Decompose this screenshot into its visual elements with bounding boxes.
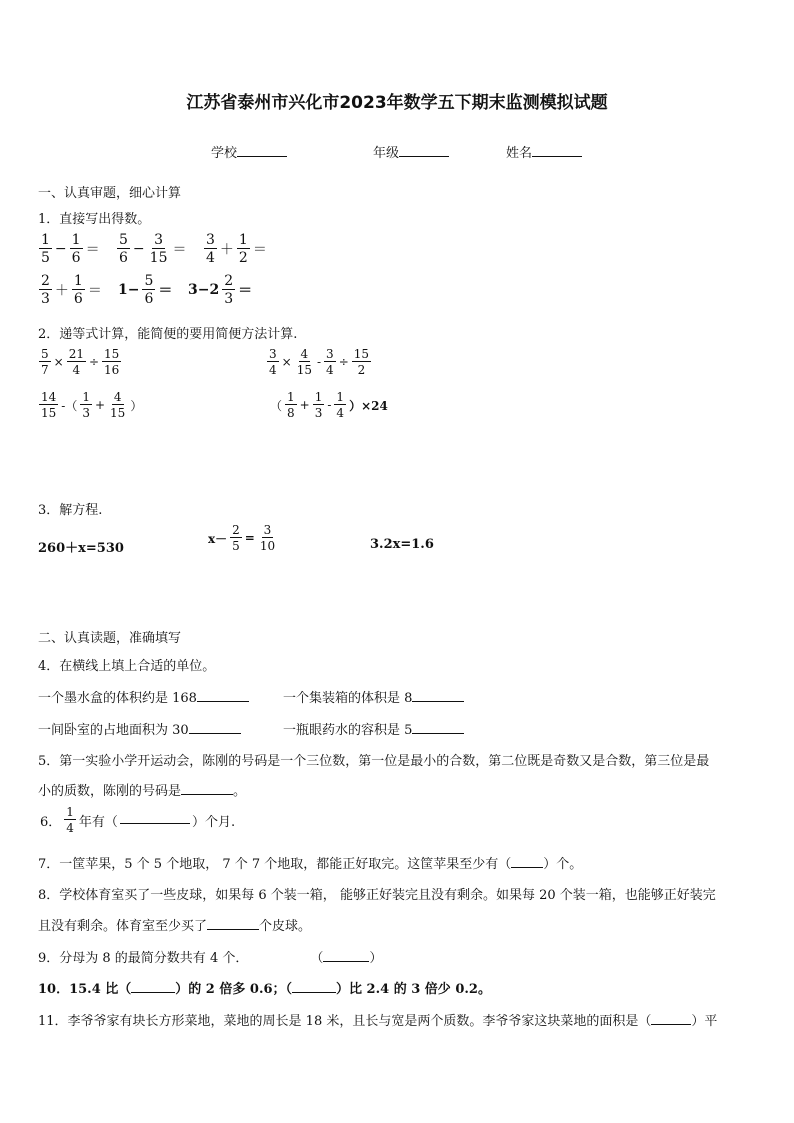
question-7: 7．一筐苹果，5 个 5 个地取， 7 个 7 个地取，都能正好取完。这筐苹果至少有（ ）个。 bbox=[38, 857, 583, 872]
q4-item-a: 一个墨水盒的体积约是 168 bbox=[38, 687, 249, 706]
question-8-line-2: 且没有剩余。体育室至少买了 个皮球。 bbox=[38, 919, 312, 934]
question-5-line-2: 小的质数，陈刚的号码是 。 bbox=[38, 784, 247, 799]
q3-equation-1: 260＋x=530 bbox=[38, 541, 124, 556]
school-label: 学校 bbox=[211, 146, 238, 161]
question-6: 6． $\frac{1}{4}$ 年有（ ）个月. bbox=[40, 805, 236, 835]
q2-expr-4: （ $\frac{1}{8}$ + $\frac{1}{3}$ - $\frac{1}{4}$ ）×24 bbox=[270, 390, 388, 420]
q1-expr-3: $\frac{3}{4}$ ＋ $\frac{1}{2}$ ＝ bbox=[206, 232, 267, 266]
question-2-stem: 2．递等式计算，能简便的要用简便方法计算. bbox=[38, 327, 298, 342]
grade-blank[interactable] bbox=[399, 156, 449, 157]
q2-expr-1: $\frac{5}{7}$ × $\frac{21}{4}$ ÷ $\frac{15}{16}$ bbox=[41, 347, 120, 377]
q4-blank-b[interactable] bbox=[412, 701, 464, 702]
q6-blank[interactable] bbox=[120, 823, 190, 824]
question-4-stem: 4．在横线上填上合适的单位。 bbox=[38, 659, 216, 674]
q1-expr-6: 3−2 $\frac{2}{3}$ ＝ bbox=[188, 273, 253, 307]
q3-equation-3: 3.2x=1.6 bbox=[370, 537, 434, 552]
question-11: 11．李爷爷家有块长方形菜地，菜地的周长是 18 米，且长与宽是两个质数。李爷爷家这块菜地的面积是（ ）平 bbox=[38, 1014, 718, 1029]
name-label: 姓名 bbox=[506, 146, 533, 161]
q4-item-b: 一个集装箱的体积是 8 bbox=[283, 687, 464, 706]
q1-expr-2: $\frac{5}{6}$ − $\frac{3}{15}$ ＝ bbox=[119, 232, 187, 266]
question-8-line-1: 8．学校体育室买了一些皮球，如果每 6 个装一箱， 能够正好装完且没有剩余。如果每 20 个装一箱，也能够正好装完 bbox=[38, 888, 716, 903]
section-1-heading: 一、认真审题，细心计算 bbox=[38, 186, 182, 201]
q1-expr-1: $\frac{1}{5}$ − $\frac{1}{6}$ ＝ bbox=[41, 232, 100, 266]
q4-blank-d[interactable] bbox=[412, 733, 464, 734]
question-9: 9．分母为 8 的最简分数共有 4 个． （ ） bbox=[38, 951, 383, 966]
section-2-heading: 二、认真读题，准确填写 bbox=[38, 631, 182, 646]
q8-blank[interactable] bbox=[207, 929, 259, 930]
q3-equation-2: x－ $\frac{2}{5}$ = $\frac{3}{10}$ bbox=[208, 523, 276, 553]
q10-blank-2[interactable] bbox=[292, 992, 336, 993]
question-10: 10．15.4 比（ ）的 2 倍多 0.6；（ ）比 2.4 的 3 倍少 0.2。 bbox=[38, 982, 491, 997]
name-field bbox=[506, 142, 582, 161]
question-3-stem: 3．解方程. bbox=[38, 503, 103, 518]
q5-blank[interactable] bbox=[181, 794, 233, 795]
q4-blank-c[interactable] bbox=[189, 733, 241, 734]
school-field bbox=[211, 142, 287, 161]
q2-expr-2: $\frac{3}{4}$ × $\frac{4}{15}$ - $\frac{3}{4}$ ÷ $\frac{15}{2}$ bbox=[269, 347, 370, 377]
school-blank[interactable] bbox=[237, 156, 287, 157]
q11-blank[interactable] bbox=[651, 1024, 691, 1025]
q7-blank[interactable] bbox=[511, 867, 543, 868]
grade-field bbox=[373, 142, 449, 161]
q1-expr-5: 1− $\frac{5}{6}$ ＝ bbox=[118, 273, 173, 307]
question-5-line-1: 5．第一实验小学开运动会，陈刚的号码是一个三位数，第一位是最小的合数，第二位既是奇数又是合数，第三位是最 bbox=[38, 754, 710, 769]
q4-item-d: 一瓶眼药水的容积是 5 bbox=[283, 719, 464, 738]
q4-blank-a[interactable] bbox=[197, 701, 249, 702]
q10-blank-1[interactable] bbox=[131, 992, 175, 993]
name-blank[interactable] bbox=[532, 156, 582, 157]
page-title: 江苏省泰州市兴化市2023年数学五下期末监测模拟试题 bbox=[186, 93, 608, 113]
grade-label: 年级 bbox=[373, 146, 400, 161]
q1-expr-4: $\frac{2}{3}$ ＋ $\frac{1}{6}$ ＝ bbox=[41, 273, 102, 307]
q9-blank[interactable] bbox=[323, 961, 369, 962]
q4-item-c: 一间卧室的占地面积为 30 bbox=[38, 719, 241, 738]
q2-expr-3: $\frac{14}{15}$ -（ $\frac{1}{3}$ + $\frac{4}{15}$ ） bbox=[41, 390, 143, 420]
question-1-stem: 1．直接写出得数。 bbox=[38, 212, 151, 227]
